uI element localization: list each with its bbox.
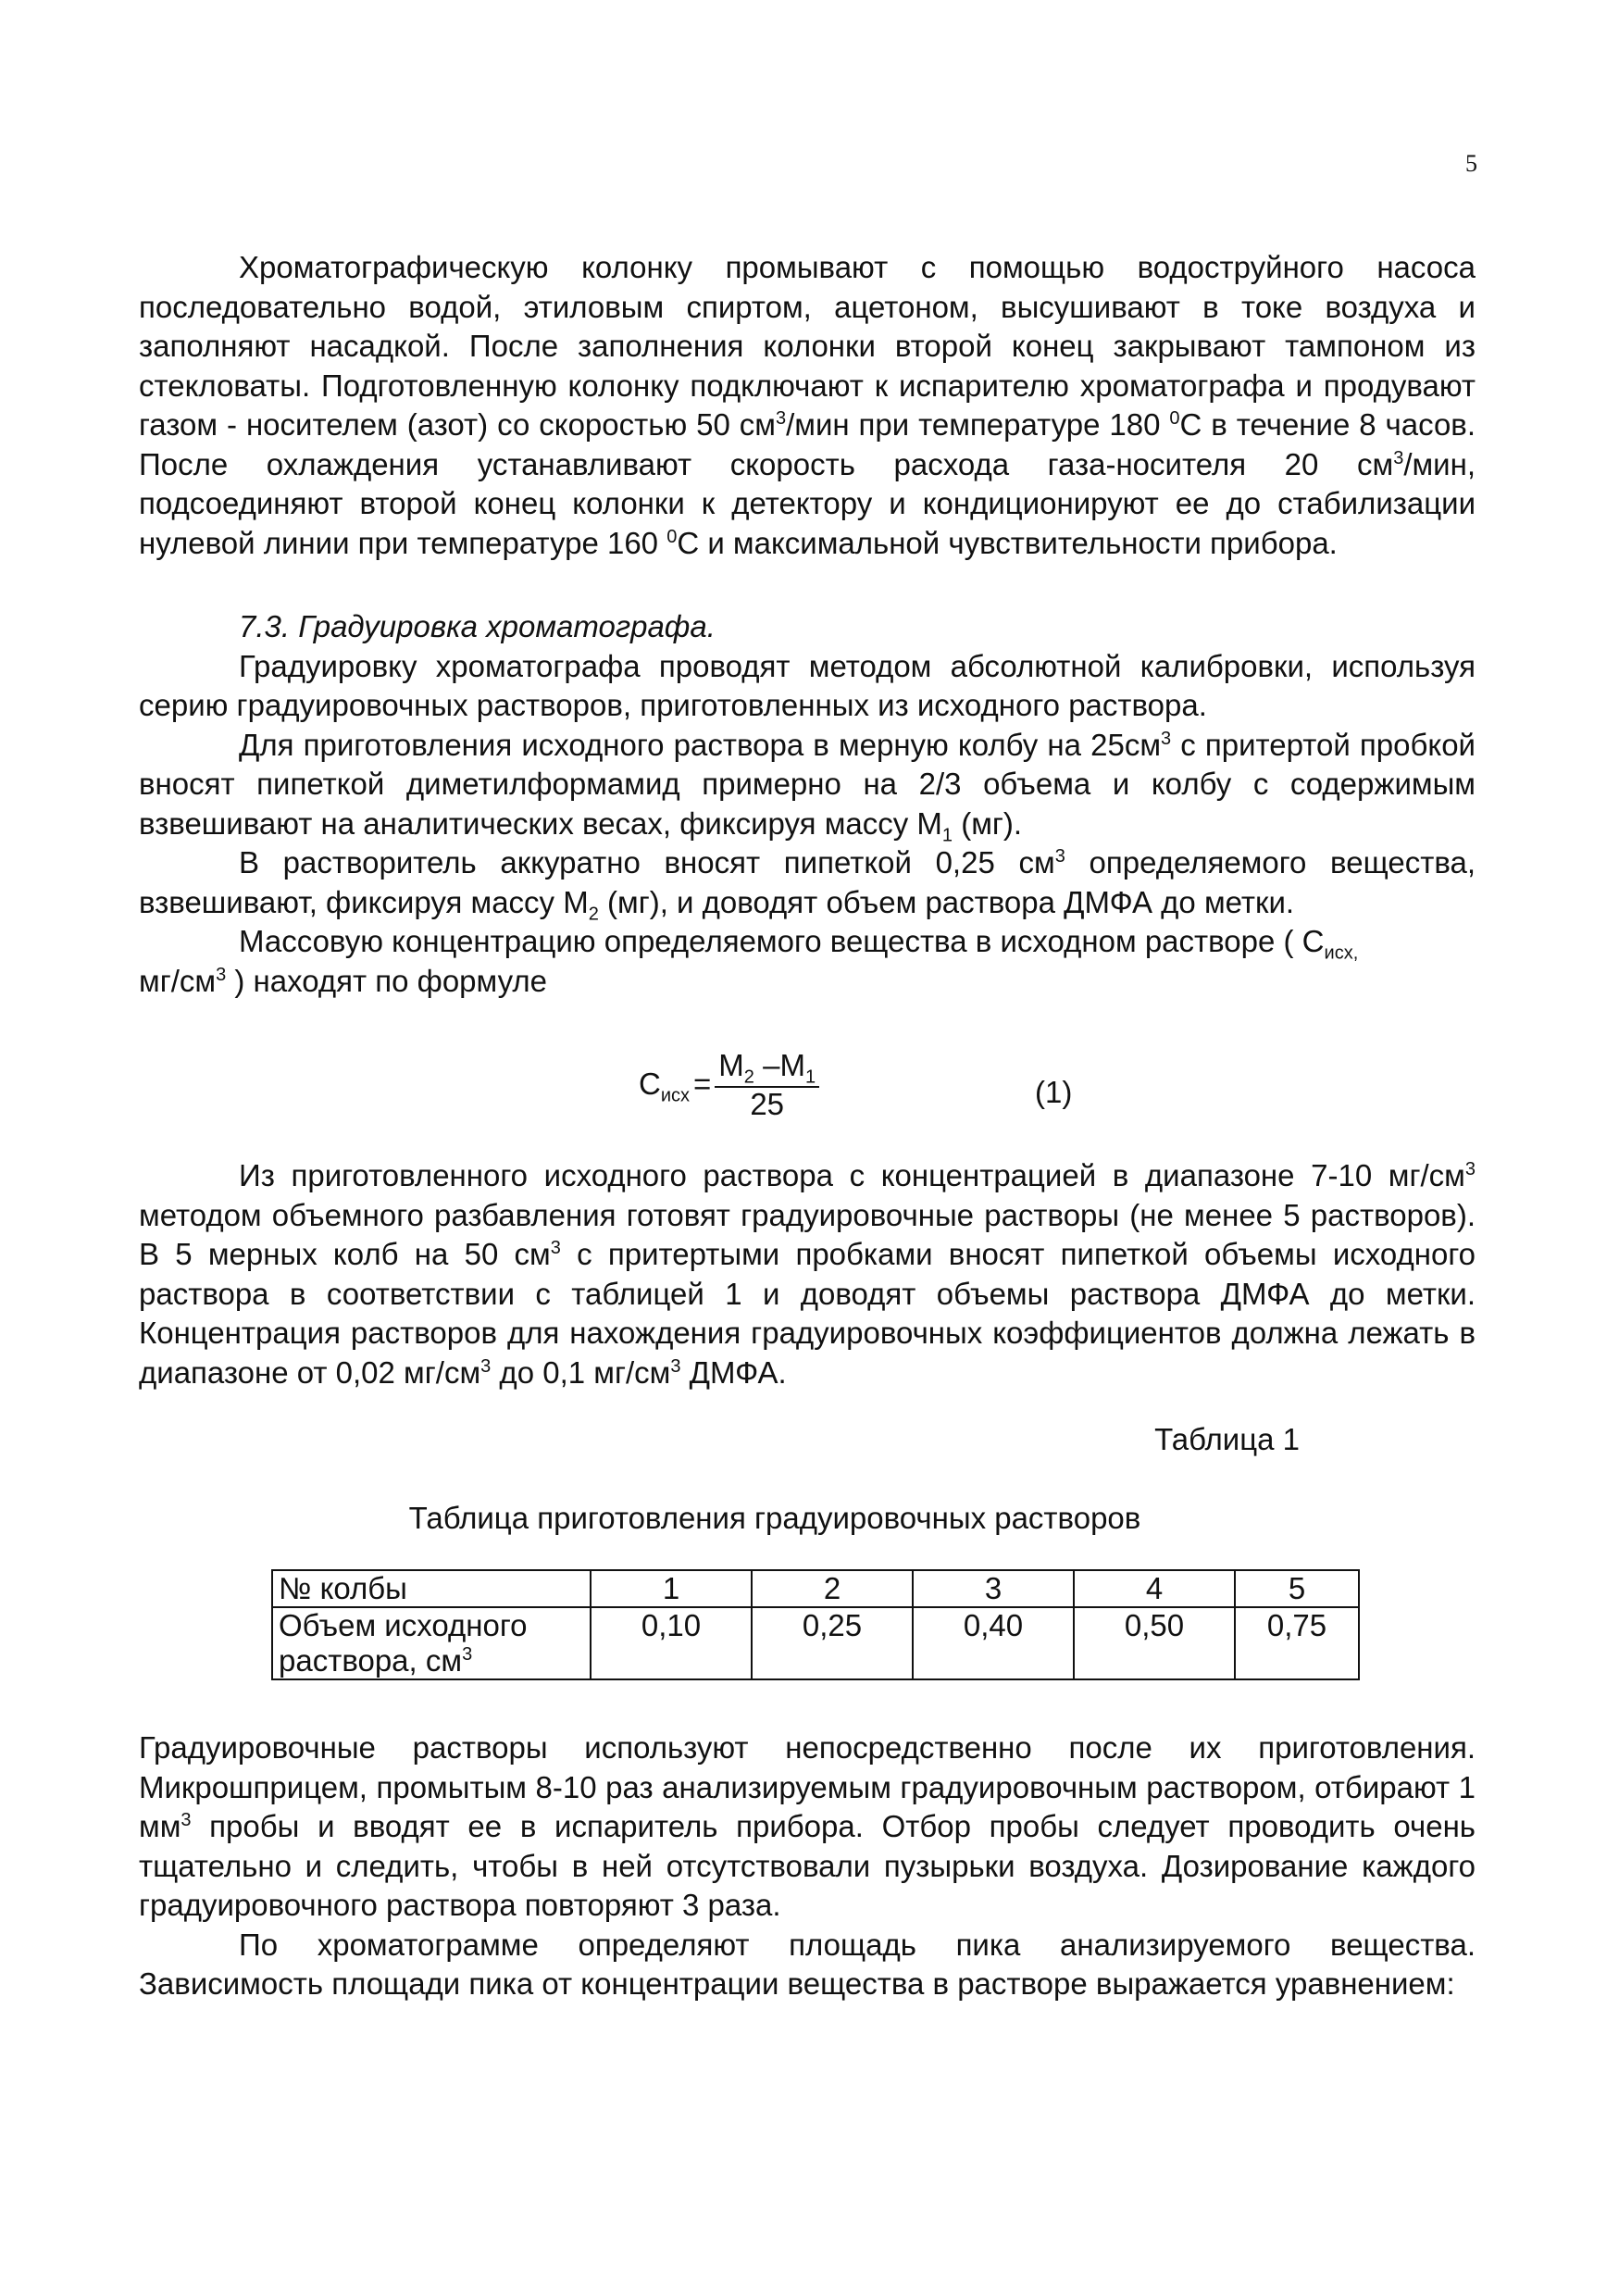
text-segment: Из приготовленного исходного раствора с концентрацией в диапазоне 7-10 мг/см [239,1158,1465,1192]
superscript: 3 [181,1810,192,1830]
formula-denominator: 25 [750,1087,785,1121]
superscript: 0 [1169,408,1180,429]
superscript: 0 [666,526,678,547]
paragraph-injection [139,1728,1476,1926]
formula-subscript: 2 [743,1067,754,1088]
table-cell: 0,75 [1235,1607,1359,1679]
formula-symbol: С [639,1066,661,1101]
formula-fraction [715,1047,819,1121]
table-title: Таблица приготовления градуировочных растворов [408,1500,1141,1535]
table-cell: 5 [1235,1570,1359,1607]
table-cell: 0,40 [913,1607,1074,1679]
formula-equals: = [693,1066,712,1101]
superscript: 3 [1393,447,1404,468]
table-cell: 0,10 [591,1607,752,1679]
text-segment: В растворитель аккуратно вносят пипеткой 0,25 см [239,845,1055,880]
paragraph-weighing [139,843,1476,925]
text-segment: ) находят по формуле [226,963,547,998]
text-segment: Хроматографическую колонку промывают с помощью водоструйного насоса последовательно водой, этиловым спиртом, ацетоном, высушивают в токе воздуха и заполняют насадкой. После заполнения колонки второй конец закрывают тампоном из стекловаты. Подготовленную колонку подключают к испарителю хроматографа и продувают газом - носителем (азот) со скоростью 50 см [139,250,1476,442]
text-segment: С и максимальной чувствительности прибора. [677,525,1338,560]
formula-symbol: М [718,1048,744,1082]
subscript: исх, [1324,942,1359,964]
calibration-table [271,1569,1360,1680]
paragraph-concentration-intro [139,922,1476,1001]
formula-symbol: –М [753,1048,805,1082]
section-heading: 7.3. Градуировка хроматографа. [239,609,716,643]
text-segment: Градуировочные растворы используют непосредственно после их приготовления. Микрошприцем, промытым 8-10 раз анализируемым градуировочным раствором, отбирают 1 мм [139,1730,1476,1843]
paragraph-calibration-method: Градуировку хроматографа проводят методом абсолютной калибровки, используя серию градуировочных растворов, приготовленных из исходного раствора. [139,648,1476,722]
text-segment: пробы и вводят ее в испаритель прибора. Отбор пробы следует проводить очень тщательно и следить, чтобы в ней отсутствовали пузырьки воздуха. Дозирование каждого градуировочного раствора повторяют 3 раза. [139,1809,1476,1922]
formula-lhs [639,1065,690,1104]
paragraph-stock-solution [139,726,1476,844]
text-segment: с притертой пробкой вносят пипеткой диметилформамид примерно на 2/3 объема и колбу с содержимым взвешивают на аналитических весах, фиксируя массу М [139,727,1476,841]
text-segment: (мг). [953,805,1023,841]
table-row [272,1607,1359,1679]
table-cell: 3 [913,1570,1074,1607]
text-segment: мг/см [139,963,217,998]
formula-subscript: исх [660,1085,691,1106]
text-segment: /мин, подсоединяют второй конец колонки к детектору и кондиционируют ее до стабилизации нулевой линии при температуре 160 [139,446,1476,560]
text-segment: Массовую концентрацию определяемого вещества в исходном растворе ( С [239,924,1325,958]
paragraph-peak-area: По хроматограмме определяют площадь пика анализируемого вещества. Зависимость площади пика от концентрации вещества в растворе выражается уравнением: [139,1927,1476,2001]
table-cell: 2 [752,1570,913,1607]
text-segment: С в течение 8 часов. После охлаждения устанавливают скорость расхода газа-носителя 20 см [139,407,1476,481]
table-row [272,1570,1359,1607]
superscript: 3 [1464,1159,1476,1179]
subscript: 1 [941,825,953,846]
text-segment: Для приготовления исходного раствора в мерную колбу на 25см [239,727,1162,762]
table-label: Таблица 1 [1154,1422,1300,1456]
superscript: 3 [775,408,787,429]
superscript: 3 [1161,728,1172,749]
table-cell: 0,50 [1074,1607,1235,1679]
superscript: 3 [462,1644,473,1665]
superscript: 3 [216,964,227,985]
formula-block [139,1042,1476,1156]
superscript: 3 [550,1238,561,1258]
table-cell: 1 [591,1570,752,1607]
text-segment: с притертыми пробками вносят пипеткой объемы исходного раствора в соответствии с таблицей 1 и доводят объемы раствора ДМФА до метки. Концентрация растворов для нахождения градуировочных коэффициентов должна лежать в диапазоне от 0,02 мг/см [139,1237,1476,1390]
table-cell: 4 [1074,1570,1235,1607]
document-body [139,248,1476,2004]
formula-subscript: 1 [804,1067,816,1088]
paragraph-dilution [139,1156,1476,1392]
table-header-cell: № колбы [272,1570,591,1607]
formula-numerator [715,1047,819,1088]
formula-number: (1) [1035,1075,1073,1109]
superscript: 3 [670,1355,681,1377]
table-header-cell [272,1607,591,1679]
text-segment: до 0,1 мг/см [491,1354,671,1390]
text-segment: /мин при температуре 180 [786,407,1170,442]
superscript: 3 [1054,846,1065,867]
page-number: 5 [1465,150,1477,177]
text-segment: методом объемного разбавления готовят градуировочные растворы (не менее 5 растворов). В 5 мерных колб на 50 см [139,1197,1476,1271]
text-segment: ДМФА. [680,1354,787,1390]
subscript: 2 [588,904,599,925]
formula [639,1047,819,1121]
paragraph-column-preparation [139,248,1476,563]
superscript: 3 [480,1355,492,1377]
text-segment: определяемого вещества, взвешивают, фиксируя массу М [139,845,1476,919]
table-cell: 0,25 [752,1607,913,1679]
table-row-label: Объем исходного раствора, см [279,1608,528,1678]
text-segment: (мг), и доводят объем раствора ДМФА до метки. [598,884,1295,919]
